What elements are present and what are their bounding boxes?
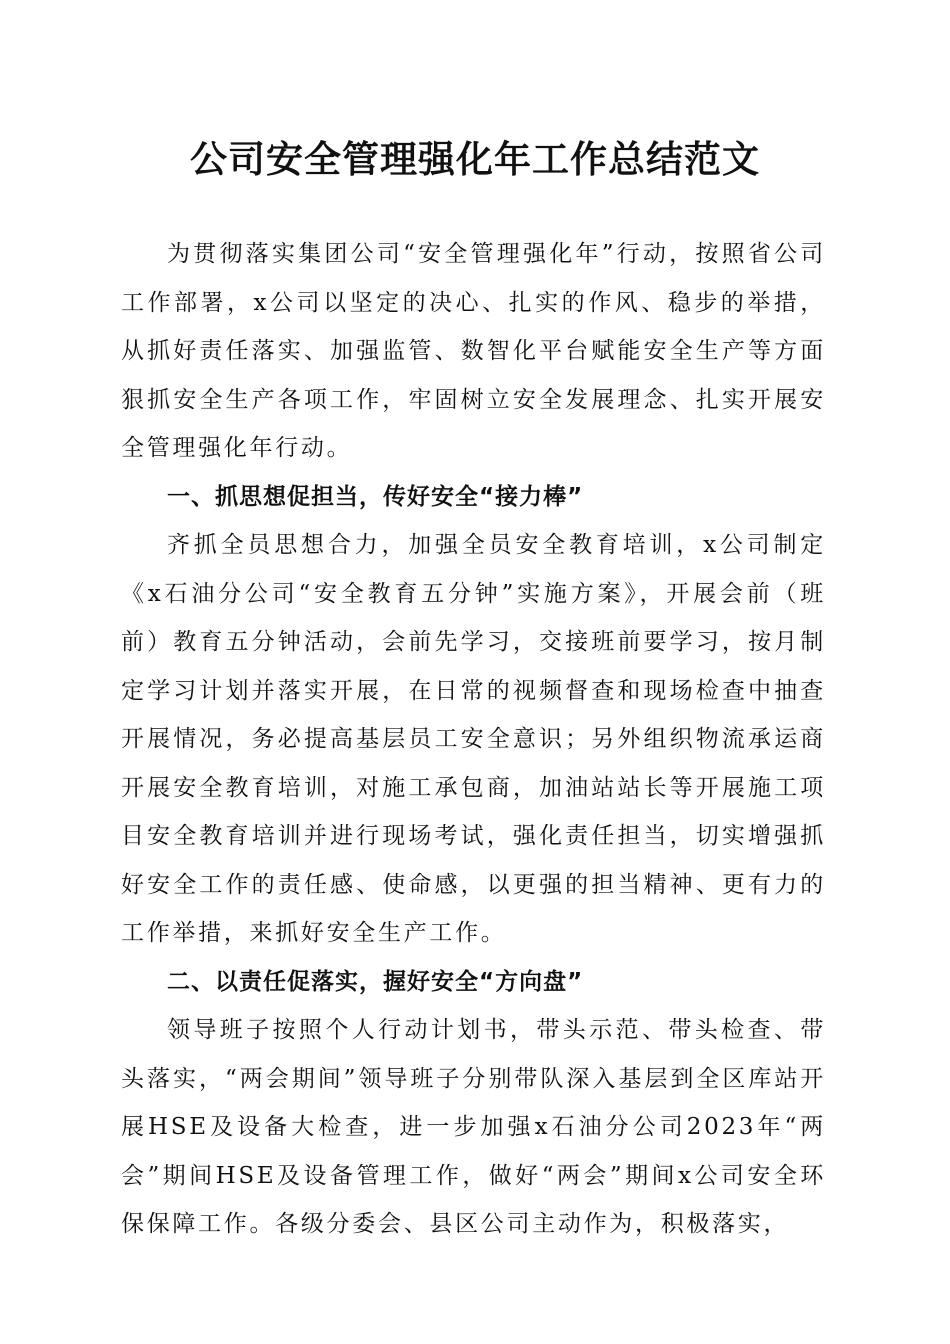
- document-body: [121, 230, 826, 1249]
- intro-paragraph: 为贯彻落实集团公司“安全管理强化年”行动，按照省公司工作部署，x公司以坚定的决心、扎实的作风、稳步的举措，从抓好责任落实、加强监管、数智化平台赋能安全生产等方面狠抓安全生产各项工作，牢固树立安全发展理念、扎实开展安全管理强化年行动。: [121, 241, 826, 461]
- section-1-paragraph: 齐抓全员思想合力，加强全员安全教育培训，x公司制定《x石油分公司“安全教育五分钟”实施方案》，开展会前（班前）教育五分钟活动，会前先学习，交接班前要学习，按月制定学习计划并落实开展，在日常的视频督查和现场检查中抽查开展情况，务必提高基层员工安全意识；另外组织物流承运商开展安全教育培训，对施工承包商，加油站站长等开展施工项目安全教育培训并进行现场考试，强化责任担当，切实增强抓好安全工作的责任感、使命感，以更强的担当精神、更有力的工作举措，来抓好安全生产工作。: [121, 532, 826, 946]
- section-2-paragraph: 领导班子按照个人行动计划书，带头示范、带头检查、带头落实，“两会期间”领导班子分别带队深入基层到全区库站开展HSE及设备大检查，进一步加强x石油分公司2023年“两会”期间HSE及设备管理工作，做好“两会”期间x公司安全环保保障工作。各级分委会、县区公司主动作为，积极落实，: [121, 1017, 826, 1237]
- section-1-heading: 一、抓思想促担当，传好安全“接力棒”: [167, 483, 584, 510]
- document-title: 公司安全管理强化年工作总结范文: [190, 137, 760, 181]
- section-2-heading: 二、以责任促落实，握好安全“方向盘”: [167, 968, 584, 995]
